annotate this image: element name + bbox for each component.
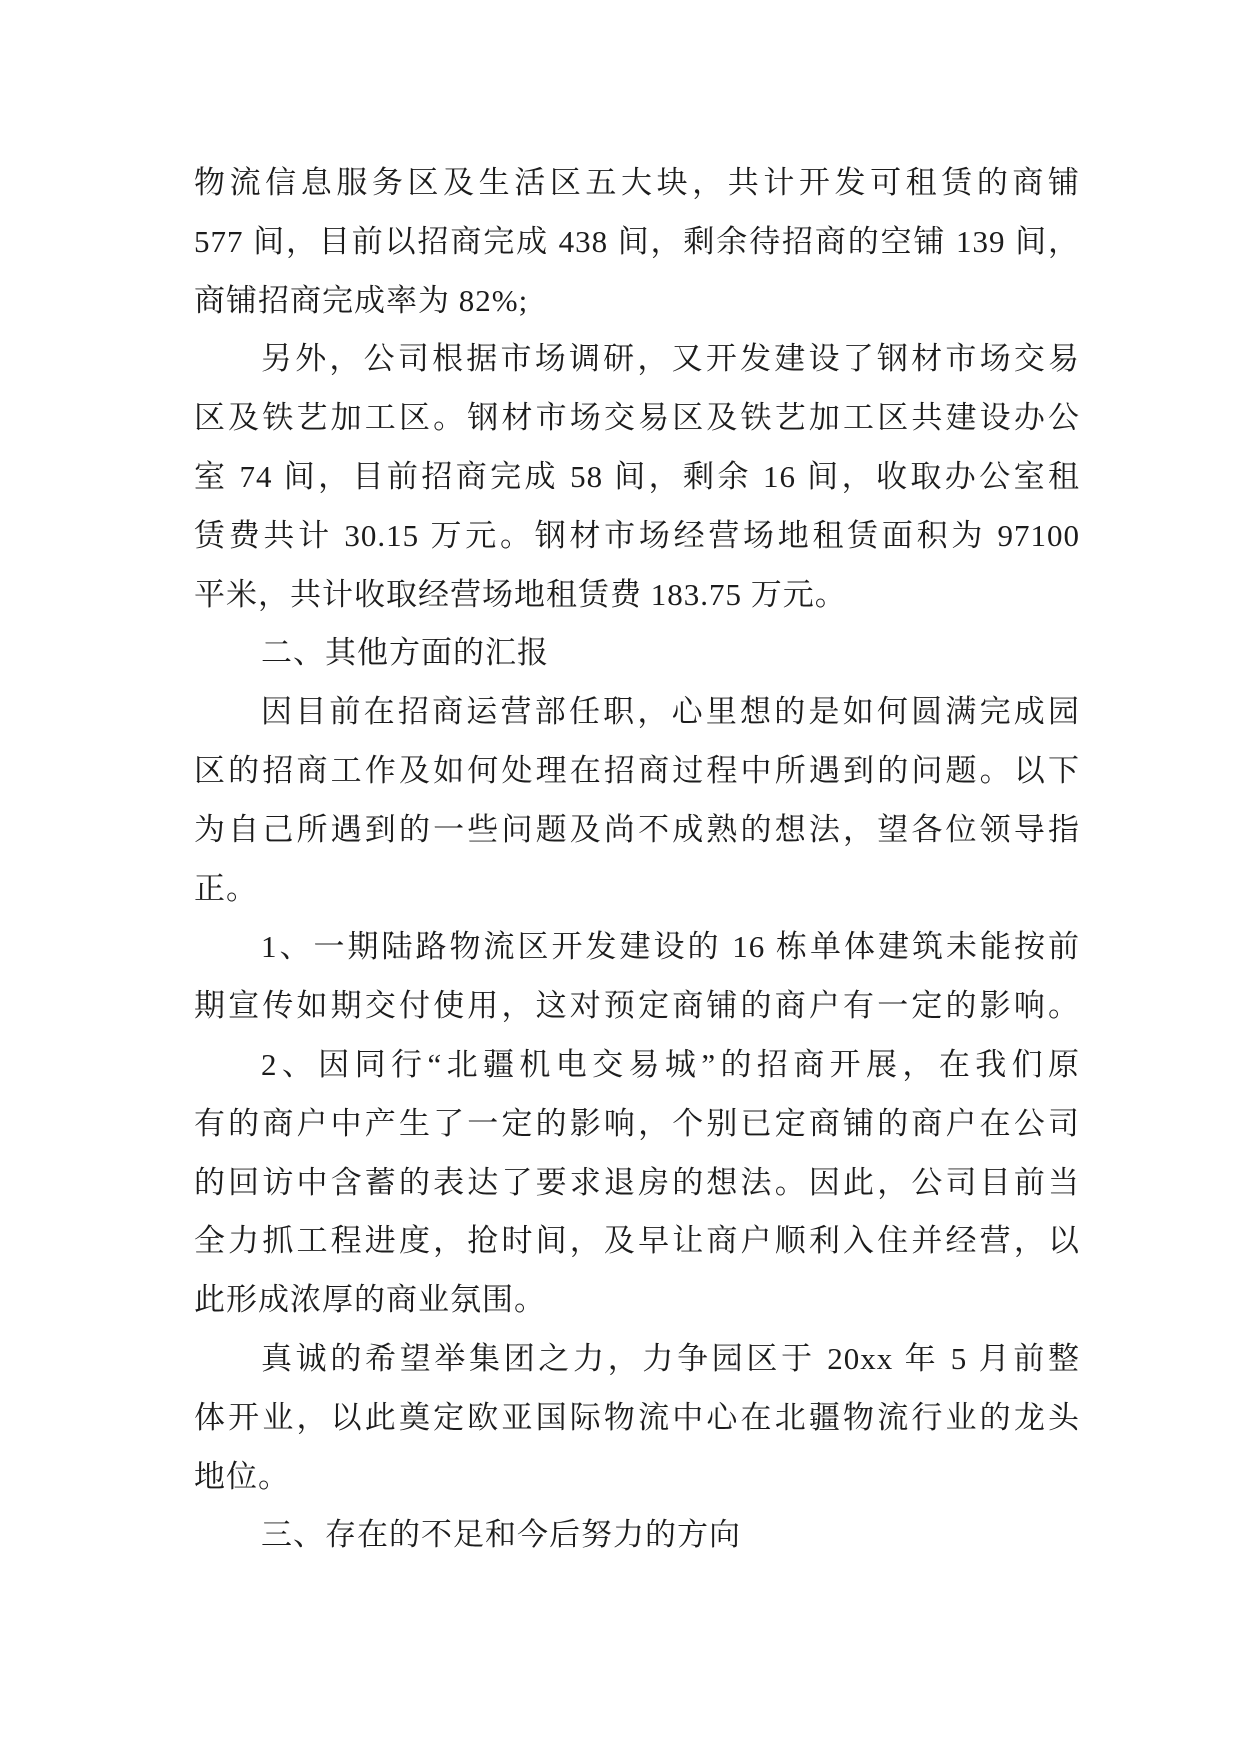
- text-line: 全力抓工程进度，抢时间，及早让商户顺利入住并经营，以: [194, 1223, 1080, 1259]
- text-line: 另外，公司根据市场调研，又开发建设了钢材市场交易: [261, 341, 1080, 377]
- section-heading-text: 二、其他方面的汇报: [261, 635, 549, 671]
- text-line: 期宣传如期交付使用，这对预定商铺的商户有一定的影响。: [194, 988, 1080, 1024]
- text-line: 区的招商工作及如何处理在招商过程中所遇到的问题。以下: [194, 752, 1080, 788]
- paragraph: [194, 154, 1080, 330]
- text-line: 577 间，目前以招商完成 438 间，剩余待招商的空铺 139 间，: [194, 223, 1080, 259]
- section-heading-text: 三、存在的不足和今后努力的方向: [261, 1517, 741, 1553]
- text-line: 赁费共计 30.15 万元。钢材市场经营场地租赁面积为 97100: [194, 517, 1080, 553]
- paragraph: [194, 683, 1080, 918]
- paragraph: [194, 918, 1080, 1036]
- text-line: 因目前在招商运营部任职，心里想的是如何圆满完成园: [261, 694, 1080, 730]
- paragraph: [194, 1330, 1080, 1506]
- paragraph: [194, 1036, 1080, 1330]
- document-body: [194, 154, 1080, 1565]
- text-line: 真诚的希望举集团之力，力争园区于 20xx 年 5 月前整: [261, 1340, 1080, 1376]
- text-line: 有的商户中产生了一定的影响，个别已定商铺的商户在公司: [194, 1105, 1080, 1141]
- text-line: 平米，共计收取经营场地租赁费 183.75 万元。: [194, 576, 847, 612]
- section-heading: [194, 1506, 1080, 1565]
- text-line: 体开业，以此奠定欧亚国际物流中心在北疆物流行业的龙头: [194, 1399, 1080, 1435]
- paragraph: [194, 330, 1080, 624]
- text-line: 地位。: [194, 1458, 290, 1494]
- text-line: 区及铁艺加工区。钢材市场交易区及铁艺加工区共建设办公: [194, 400, 1080, 436]
- text-line: 商铺招商完成率为 82%;: [194, 282, 529, 318]
- text-line: 此形成浓厚的商业氛围。: [194, 1282, 546, 1318]
- text-line: 物流信息服务区及生活区五大块，共计开发可租赁的商铺: [194, 165, 1080, 200]
- section-heading: [194, 624, 1080, 683]
- text-line: 室 74 间，目前招商完成 58 间，剩余 16 间，收取办公室租: [194, 458, 1080, 494]
- text-line: 正。: [194, 870, 258, 906]
- text-line: 2、因同行“北疆机电交易城”的招商开展，在我们原: [261, 1046, 1080, 1082]
- text-line: 的回访中含蓄的表达了要求退房的想法。因此，公司目前当: [194, 1164, 1080, 1200]
- text-line: 为自己所遇到的一些问题及尚不成熟的想法，望各位领导指: [194, 811, 1080, 847]
- text-line: 1、一期陆路物流区开发建设的 16 栋单体建筑未能按前: [261, 929, 1080, 965]
